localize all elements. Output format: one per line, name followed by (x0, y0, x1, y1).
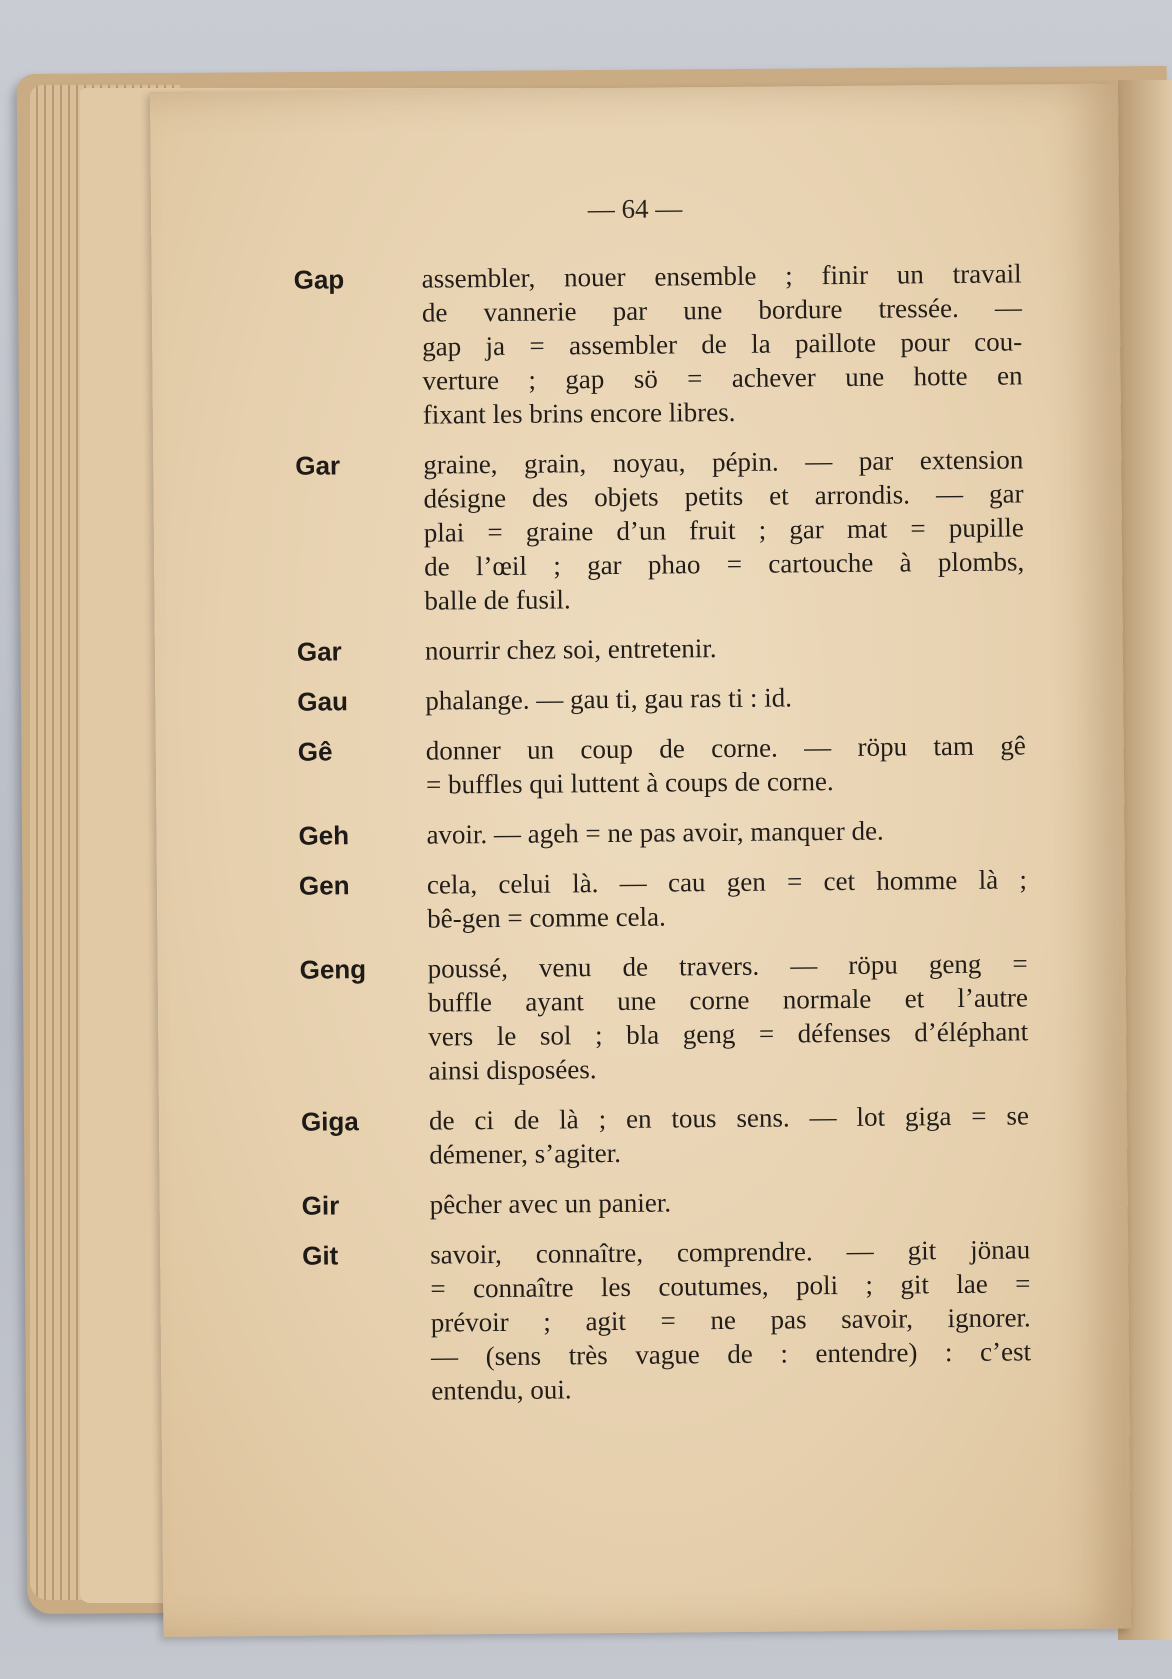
dictionary-entry (301, 1098, 1042, 1172)
dictionary-entry (297, 678, 1037, 718)
definition-line: bê-gen = comme cela. (427, 901, 666, 934)
headword: Gap (293, 264, 345, 295)
definition-line: nourrir chez soi, entretenir. (424, 633, 717, 666)
definition (428, 946, 1029, 1087)
definition-line: phalange. — gau ti, gau ras ti : id. (425, 682, 793, 716)
definition-line: de vannerie par une bordure tressée. — (421, 292, 1023, 328)
definition (423, 442, 1024, 617)
definition-line: — (sens très vague de : entendre) : c’est (430, 1336, 1032, 1372)
definition (430, 1232, 1031, 1407)
definition-line: verture ; gap sö = achever une hotte en (422, 360, 1023, 396)
headword: Gen (298, 870, 350, 901)
definition-line: plai = graine d’un fruit ; gar mat = pupille (423, 512, 1024, 548)
page-number: — 64 — (587, 193, 683, 225)
dictionary-entry (295, 442, 1036, 618)
definition-line: de ci de là ; en tous sens. — lot giga = se (428, 1100, 1030, 1136)
definition-line: vers le sol ; bla geng = défenses d’éléphant (428, 1016, 1029, 1052)
definition-line: démener, s’agiter. (429, 1137, 622, 1170)
definition-line: avoir. — ageh = ne pas avoir, manquer de. (426, 815, 884, 850)
definition-line: = connaître les coutumes, poli ; git lae = (430, 1268, 1031, 1304)
definition-line: entendu, oui. (431, 1374, 572, 1406)
definition-line: graine, grain, noyau, pépin. — par extension (423, 444, 1024, 480)
definition-line: gap ja = assembler de la paillote pour cou- (422, 326, 1023, 362)
definition-line: savoir, connaître, comprendre. — git jönau (430, 1234, 1031, 1270)
definition (421, 256, 1022, 431)
definition-line: cela, celui là. — cau gen = cet homme là ; (426, 864, 1028, 900)
book-page (150, 84, 1131, 1637)
dictionary-entry (300, 946, 1041, 1088)
headword: Geh (298, 820, 350, 851)
dictionary-entry (298, 812, 1038, 852)
dictionary-entry (302, 1182, 1042, 1222)
definition-line: poussé, venu de travers. — röpu geng = (427, 948, 1028, 984)
definition (429, 1098, 1030, 1171)
dictionary-entry (297, 628, 1037, 668)
headword: Geng (299, 954, 367, 985)
definition-line: buffle ayant une corne normale et l’autre (427, 982, 1029, 1018)
dictionary-entry (298, 728, 1039, 802)
definition (427, 862, 1028, 935)
headword: Gar (296, 636, 342, 667)
definition-line: désigne des objets petits et arrondis. — gar (423, 478, 1024, 514)
definition (425, 628, 1025, 667)
definition-line: fixant les brins encore libres. (422, 396, 736, 430)
definition (425, 678, 1025, 717)
definition (426, 812, 1026, 851)
headword: Git (302, 1240, 339, 1271)
dictionary-entry (293, 256, 1034, 432)
dictionary-entry (299, 862, 1040, 936)
definition (426, 728, 1027, 801)
definition-line: prévoir ; agit = ne pas savoir, ignorer. (430, 1302, 1031, 1338)
dictionary-entries (293, 256, 1043, 1424)
definition-line: ainsi disposées. (428, 1054, 597, 1086)
definition-line: = buffles qui luttent à coups de corne. (425, 766, 834, 800)
headword: Giga (300, 1106, 359, 1137)
definition (430, 1182, 1030, 1221)
definition-line: balle de fusil. (424, 584, 571, 616)
definition-line: assembler, nouer ensemble ; finir un travail (421, 258, 1022, 294)
dictionary-entry (302, 1232, 1043, 1408)
headword: Gar (295, 450, 341, 481)
definition-line: donner un coup de corne. — röpu tam gê (425, 730, 1026, 766)
headword: Gê (297, 736, 333, 767)
headword: Gau (297, 686, 349, 717)
headword: Gir (301, 1190, 340, 1221)
definition-line: de l’œil ; gar phao = cartouche à plombs, (424, 546, 1025, 582)
definition-line: pêcher avec un panier. (429, 1187, 672, 1220)
